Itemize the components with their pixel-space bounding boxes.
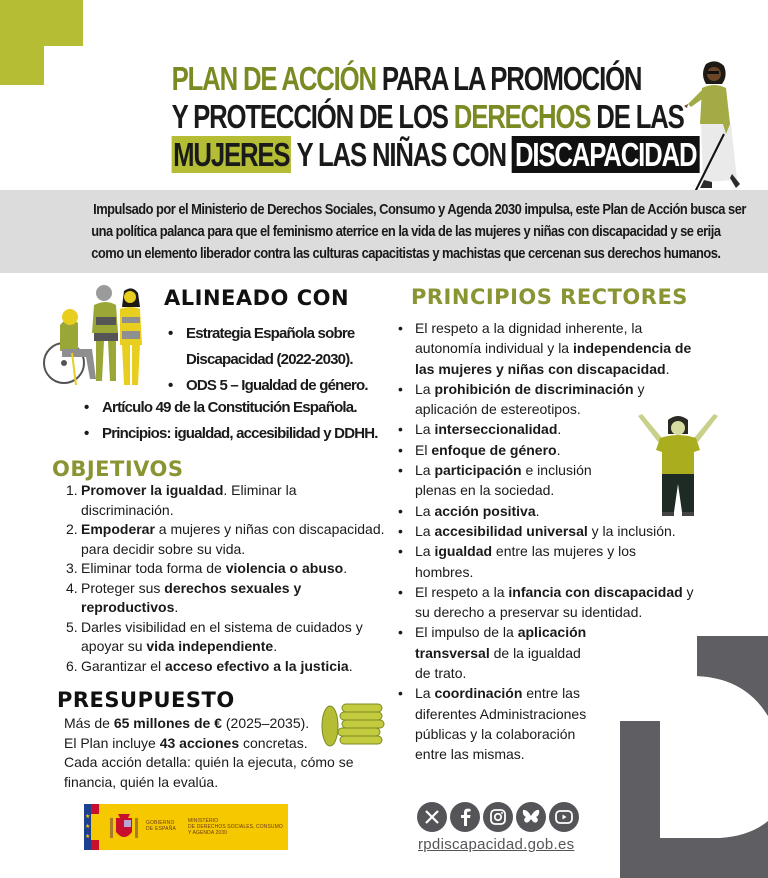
women-group-illustration <box>42 283 156 395</box>
x-icon[interactable] <box>417 802 447 832</box>
title-text: DE LAS <box>590 98 684 135</box>
title-discapacidad-boxed: DISCAPACIDAD <box>512 136 700 173</box>
bullet-icon: • <box>398 320 403 336</box>
bullet-icon: • <box>168 325 173 342</box>
principios-rectores-heading: PRINCIPIOS RECTORES <box>411 285 688 309</box>
item-text: La <box>415 685 435 702</box>
objetivos-list <box>66 481 386 676</box>
item-bold: prohibición de discriminación <box>434 380 634 397</box>
item-text: El respeto a la dignidad inherente, la autonomía individual y la <box>415 320 643 357</box>
item-text: La <box>415 502 435 519</box>
item-text: La <box>415 380 435 397</box>
list-item <box>66 520 386 559</box>
title-mujeres-highlight: MUJERES <box>173 136 290 173</box>
title-plan-de-accion: PLAN DE ACCIÓN <box>171 60 376 97</box>
alineado-list <box>168 321 355 373</box>
title-text: Y LAS NIÑAS CON <box>290 136 512 173</box>
bullet-icon: • <box>398 583 403 600</box>
bullet-icon: • <box>398 421 403 438</box>
star-icon: ★ <box>85 814 91 820</box>
item-text: e inclusión plenas en la sociedad. <box>415 462 592 499</box>
item-text: de la igualdad de trato. <box>415 644 581 682</box>
bullet-icon: • <box>84 399 89 416</box>
item-number: 6. <box>66 657 78 674</box>
item-text: Garantizar el <box>81 657 166 674</box>
item-bold: independencia de las mujeres y niñas con discapacidad <box>415 340 692 377</box>
details-line: Cada acción detalla: quién la ejecuta, cómo se financia, quién la evalúa. <box>64 754 354 790</box>
item-bold: igualdad <box>434 543 493 560</box>
item-text: . <box>174 599 179 615</box>
item-text: La <box>415 421 435 438</box>
list-item-text: Estrategia Española sobre <box>186 325 355 342</box>
item-text: entre las mujeres y los hombres. <box>415 543 636 580</box>
text: Más de <box>64 715 114 731</box>
item-text: . <box>557 421 562 438</box>
list-item <box>398 582 705 623</box>
bluesky-icon[interactable] <box>516 802 546 832</box>
item-bold: acceso efectivo a la justicia <box>165 657 349 674</box>
bullet-icon: • <box>398 441 403 458</box>
gobierno-label <box>146 820 176 832</box>
text: El Plan incluye <box>64 734 160 751</box>
bullet-icon: • <box>398 502 403 519</box>
bullet-icon: • <box>398 624 403 641</box>
item-text: . <box>343 560 348 576</box>
bullet-icon: • <box>168 377 173 394</box>
item-bold: aplicación transversal <box>415 624 587 661</box>
item-number: 3. <box>66 560 78 576</box>
item-text: y su derecho a preservar su identidad. <box>415 583 694 621</box>
list-item <box>66 559 386 579</box>
item-number: 5. <box>66 618 78 635</box>
bullet-icon: • <box>398 522 403 539</box>
bullet-icon: • <box>84 425 89 442</box>
item-number: 4. <box>66 579 78 596</box>
item-text: Eliminar toda forma de <box>81 560 226 576</box>
actions-count: 43 acciones <box>159 734 240 751</box>
item-bold: coordinación <box>434 685 523 702</box>
list-item-text: Principios: igualdad, accesibilidad y DDHH. <box>102 425 378 442</box>
intro-paragraph <box>40 199 746 265</box>
item-text: La <box>415 522 435 539</box>
list-item <box>66 657 386 677</box>
social-links <box>417 802 579 832</box>
item-text: El respeto a la <box>415 583 509 600</box>
item-bold: Promover la igualdad <box>81 482 224 498</box>
intro-line: como un elemento liberador contra las culturas capacitistas y machistas que cercenan sus derechos humanos. <box>91 245 721 262</box>
d-logo-shape <box>620 636 768 878</box>
facebook-icon[interactable] <box>450 802 480 832</box>
list-item <box>398 622 595 683</box>
list-item <box>398 521 705 541</box>
list-item-text: ODS 5 – Igualdad de género. <box>186 377 368 394</box>
objetivos-heading: OBJETIVOS <box>52 457 184 481</box>
item-bold: enfoque de género <box>431 441 557 458</box>
list-item <box>398 318 705 379</box>
item-text: El impulso de la <box>415 624 518 641</box>
item-text: La <box>415 543 435 560</box>
title-text: PARA LA PROMOCIÓN <box>375 60 642 97</box>
corner-decoration <box>0 0 83 85</box>
item-text: a mujeres y niñas con discapacidad. para decidir sobre su vida. <box>81 521 385 557</box>
text: DE DERECHOS SOCIALES, CONSUMO <box>188 824 283 830</box>
instagram-icon[interactable] <box>483 802 513 832</box>
text: MINISTERIO <box>188 818 219 824</box>
item-bold: derechos sexuales y reproductivos <box>81 579 302 615</box>
list-item <box>186 347 354 373</box>
item-text: La <box>415 462 435 479</box>
list-item <box>168 321 355 347</box>
list-item <box>84 421 378 447</box>
presupuesto-heading: PRESUPUESTO <box>57 688 235 712</box>
list-item <box>66 481 386 520</box>
ministerio-label <box>188 818 283 836</box>
text: concretas. <box>239 734 308 751</box>
item-text: . <box>665 360 670 377</box>
coins-icon <box>318 698 386 750</box>
woman-with-cane-illustration <box>680 58 752 196</box>
list-item <box>398 379 665 420</box>
list-item <box>398 460 625 501</box>
intro-line: una política palanca para que el feminismo aterrice en la vida de las mujeres y niñas con discapacidad y se erija <box>91 223 721 240</box>
list-item <box>84 395 378 421</box>
item-bold: interseccionalidad <box>434 421 558 438</box>
gobierno-espana-logo <box>84 804 288 850</box>
title-derechos: DERECHOS <box>453 98 591 135</box>
item-bold: violencia o abuso <box>225 560 344 576</box>
bullet-icon: • <box>398 380 403 397</box>
bullet-icon: • <box>398 685 403 702</box>
bullet-icon: • <box>398 462 403 479</box>
budget-amount: 65 millones de € <box>113 715 222 731</box>
text: DE ESPAÑA <box>146 826 177 832</box>
item-text: . Eliminar la discriminación. <box>81 482 297 518</box>
item-text: . <box>273 638 278 654</box>
item-text: . <box>556 441 561 458</box>
text: GOBIERNO <box>146 820 175 826</box>
item-bold: vida independiente <box>146 638 274 654</box>
item-bold: acción positiva <box>434 502 536 519</box>
text: (2025–2035). <box>221 715 310 731</box>
item-text: . <box>535 502 540 519</box>
list-item <box>66 618 386 657</box>
item-number: 1. <box>66 482 78 498</box>
star-icon: ★ <box>85 824 91 830</box>
list-item <box>398 541 655 582</box>
item-text: Proteger sus <box>81 579 165 596</box>
list-item-text: Discapacidad (2022-2030). <box>186 351 353 368</box>
list-item <box>398 683 595 764</box>
title-text: Y PROTECCIÓN DE LOS <box>171 98 454 135</box>
page-title <box>171 60 697 174</box>
item-number: 2. <box>66 521 78 537</box>
list-item-text: Artículo 49 de la Constitución Española. <box>102 399 357 416</box>
star-icon: ★ <box>85 834 91 840</box>
item-bold: accesibilidad universal <box>434 522 588 539</box>
item-bold: infancia con discapacidad <box>508 583 683 600</box>
girl-arms-raised-illustration <box>632 410 724 518</box>
item-text: y la inclusión. <box>587 522 676 539</box>
alineado-con-heading: ALINEADO CON <box>164 286 350 310</box>
youtube-icon[interactable] <box>549 802 579 832</box>
item-text: El <box>415 441 432 458</box>
website-link[interactable]: rpdiscapacidad.gob.es <box>418 836 575 853</box>
text: Y AGENDA 2030 <box>188 830 228 836</box>
bullet-icon: • <box>398 543 403 560</box>
item-bold: participación <box>434 462 522 479</box>
item-text: entre las diferentes Administraciones públicas y la colaboración entre las mismas. <box>415 685 587 763</box>
alineado-list-cont <box>84 395 378 447</box>
item-text: y aplicación de estereotipos. <box>415 380 645 418</box>
coat-of-arms-icon <box>107 810 141 844</box>
item-bold: Empoderar <box>81 521 155 537</box>
item-text: Darles visibilidad en el sistema de cuidados y apoyar su <box>81 618 363 654</box>
item-text: . <box>348 657 353 674</box>
list-item <box>66 579 386 618</box>
intro-line: Impulsado por el Ministerio de Derechos Sociales, Consumo y Agenda 2030 impulsa, este Plan de Acción busca ser <box>93 201 746 218</box>
